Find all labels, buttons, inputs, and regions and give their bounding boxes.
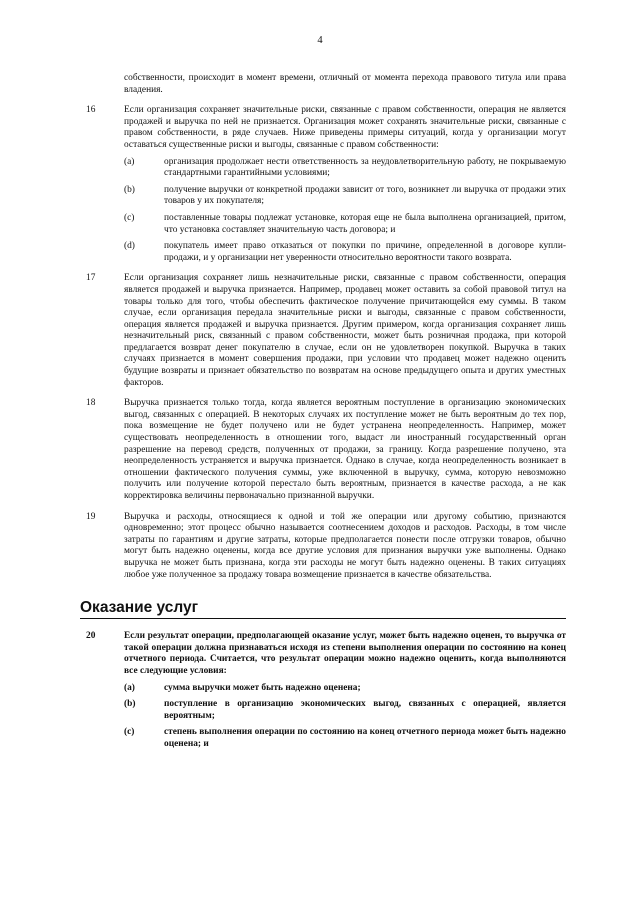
list-item-b	[124, 185, 566, 208]
paragraph-text: Если результат операции, предполагающей оказание услуг, может быть надежно оценен, то выручка от такой операции должна признаваться исходя из степени выполнения операции по состоянию на конец отчетного периода. Считается, что результат операции можно надежно оценить, когда выполняются все следующие условия:	[124, 631, 566, 676]
paragraph-number: 20	[86, 631, 96, 642]
list-item-letter: (b)	[124, 184, 135, 195]
list-item-letter: (d)	[124, 241, 135, 252]
page-number: 4	[317, 35, 323, 46]
paragraph-number: 16	[86, 105, 96, 116]
list-item-text: покупатель имеет право отказаться от покупки по причине, определенной в договоре купли-продажи, и у организации нет уверенности относительно вероятности такого возврата.	[164, 241, 566, 263]
list-item-text: поставленные товары подлежат установке, которая еще не была выполнена организацией, притом, что установка составляет значительную часть договора; и	[164, 212, 566, 235]
list-item-c	[124, 727, 566, 750]
paragraph-number: 17	[86, 273, 96, 284]
paragraph-body	[124, 105, 566, 264]
list-item-letter: (c)	[124, 727, 135, 738]
list-item-text: сумма выручки может быть надежно оценена;	[164, 682, 361, 693]
list-item-text: степень выполнения операции по состоянию на конец отчетного периода может быть надежно оценена; и	[164, 727, 566, 749]
paragraph-18	[86, 398, 566, 502]
list-item-letter: (b)	[124, 699, 136, 710]
paragraph-body	[124, 631, 566, 750]
paragraph-text: Если организация сохраняет лишь незначительные риски, связанные с правом собственности, операция является продажей и выручка признается. Например, продавец может оставить за собой правовой титул на товары только для того, чтобы обеспечить фактическое получение причитающейся ему суммы. В таком случае, если организация передала значительные риски и выгоды, связанные с правом собственности, операция является продажей и выручка признается. Другим примером, когда организация сохраняет лишь незначительный риск, связанный с правом собственности, может быть розничная продажа, при которой предлагается возврат денег покупателю в случае, если он не удовлетворен покупкой. Выручка в таких случаях признается в момент совершения продажи, при условии что продавец может надежно оценить будущие возвраты и признает обязательство по возвратам на основе предыдущего опыта и других уместных факторов.	[124, 273, 566, 388]
paragraph-text: Если организация сохраняет значительные риски, связанные с правом собственности, операция не является продажей и выручка по ней не признается. Организация может сохранять значительные риски, связанные с правом собственности, в ряде случаев. Ниже приведены примеры ситуаций, когда у организации могут оставаться существенные риски и выгоды, связанные с правом собственности:	[124, 105, 566, 150]
list-item-c	[124, 213, 566, 236]
paragraph-number: 19	[86, 511, 96, 522]
list-item-text: поступление в организацию экономических выгод, связанных с операцией, является вероятным;	[164, 699, 566, 721]
paragraph-number: 18	[86, 398, 96, 409]
list-item-text: получение выручки от конкретной продажи зависит от того, возникнет ли выручка от продажи этих товаров у их покупателя;	[164, 184, 566, 207]
list-item-text: организация продолжает нести ответственность за неудовлетворительную работу, не покрываемую стандартными гарантийными условиями;	[164, 156, 566, 179]
document-body	[80, 73, 566, 760]
section-heading: Оказание услуг	[80, 599, 566, 619]
list-item-letter: (a)	[124, 682, 135, 693]
paragraph-16	[86, 105, 566, 264]
paragraph-17	[86, 273, 566, 389]
list-item-b	[124, 699, 566, 722]
list-item-letter: (c)	[124, 212, 135, 223]
list-item-d	[124, 241, 566, 264]
paragraph-19	[86, 512, 566, 582]
paragraph-text: Выручка признается только тогда, когда является вероятным поступление в организацию экономических выгод, связанных с операцией. В некоторых случаях их поступление может не быть вероятным до тех пор, пока возмещение не будет получено или не будет устранена неопределенность. Например, может существовать неопределенность в отношении того, выдаст ли иностранный государственный орган разрешение на перевод средств, полученных от продажи, за границу. Когда разрешение получено, эта неопределенность устраняется и выручка признается. Однако в случае, когда неопределенность возникает в отношении фактического получения суммы, уже включенной в выручку, сумма, которую невозможно получить или получение которой перестало быть вероятным, признается в качестве расхода, а не как корректировка величины первоначально признанной выручки.	[124, 398, 566, 501]
paragraph-text: Выручка и расходы, относящиеся к одной и той же операции или другому событию, признаются одновременно; этот процесс обычно называется соотнесением доходов и расходов. Расходы, в том числе затраты по гарантиям и другие затраты, которые предполагается понести после отгрузки товаров, обычно могут быть надежно оценены, когда все другие условия для признания выручки уже выполнены. Однако выручка не может быть признана, когда эти расходы не могут быть надежно оценены. В таких ситуациях любое уже полученное за продажу товара возмещение признается в качестве обязательства.	[124, 511, 566, 580]
paragraph-20	[86, 631, 566, 750]
list-item-a	[124, 683, 566, 695]
paragraph-text: собственности, происходит в момент времени, отличный от момента перехода правового титула или права владения.	[124, 73, 566, 95]
list-item-letter: (a)	[124, 156, 135, 167]
paragraph-continuation	[86, 73, 566, 96]
list-item-a	[124, 157, 566, 180]
